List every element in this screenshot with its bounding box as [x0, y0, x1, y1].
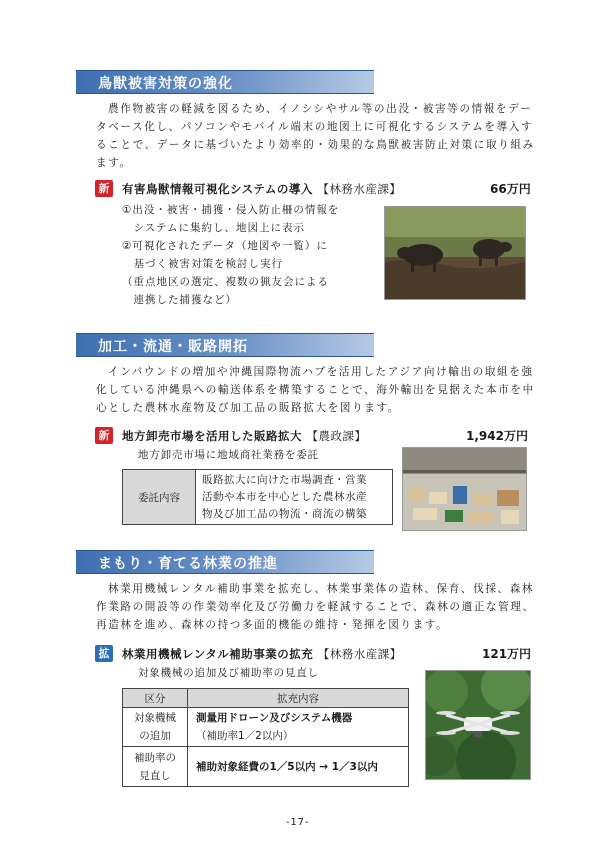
project-amount: 66万円 [490, 182, 531, 196]
project-title [122, 428, 367, 444]
table-header: 拡充内容 [188, 689, 409, 708]
table-row-label [123, 708, 188, 747]
expansion-badge: 拡 [95, 645, 113, 662]
project-dept: 【林務水産課】 [317, 647, 402, 661]
label-line: 対象機械 [134, 712, 176, 724]
section-heading-text: 加工・流通・販路開拓 [98, 339, 248, 355]
project-dept: 【農政課】 [306, 429, 367, 443]
drone-photo [425, 670, 531, 780]
project-amount: 1,942万円 [466, 429, 528, 443]
list-item: システムに集約し、地図上に表示 [122, 222, 305, 234]
list-item: 基づく被害対策を検討し実行 [122, 258, 283, 270]
paragraph-text: 農作物被害の軽減を図るため、イノシシやサル等の出没・被害等の情報をデータベース化し、パソコンやモバイル端末の地図上に可視化するシステムを導入することで、データに基づいたより効率的・効果的な鳥獣被害防止対策に取り組みます。 [96, 103, 535, 169]
project-note: 対象機械の追加及び補助率の見直し [138, 667, 319, 679]
content-line: 補助対象経費の1／5以内 → 1／3以内 [196, 761, 378, 773]
table-label: 委託内容 [123, 470, 196, 525]
project-note: 地方卸売市場に地域商社業務を委託 [138, 449, 319, 461]
new-badge: 新 [95, 180, 113, 197]
section-heading-wildlife [76, 70, 374, 94]
section-paragraph [96, 100, 536, 172]
expansion-table [122, 688, 409, 787]
wild-boar-photo [384, 206, 526, 300]
commission-table [122, 469, 393, 525]
project-title-text: 林業用機械レンタル補助事業の拡充 [122, 647, 314, 661]
content-line: （補助率1／2以内） [196, 730, 294, 742]
section-heading-distribution [76, 333, 374, 357]
paragraph-text: 林業用機械レンタル補助事業を拡充し、林業事業体の造林、保育、伐採、森林作業路の開設等の作業効率化及び労働力を軽減することで、森林の適正な管理、再造林を進め、森林の持つ多面的機能の維持・発揮を図ります。 [96, 583, 535, 631]
section-paragraph [96, 363, 536, 417]
market-photo [402, 447, 527, 531]
label-line: 補助率の [134, 751, 176, 764]
table-content-line: 販路拡大に向けた市場調査・営業 [202, 473, 367, 486]
table-row-content [188, 708, 409, 747]
table-row-label [123, 747, 188, 787]
content-line: 測量用ドローン及びシステム機器 [196, 712, 353, 724]
label-line: 見直し [139, 769, 171, 782]
project-title-text: 有害鳥獣情報可視化システムの導入 [122, 182, 313, 196]
list-item: （重点地区の選定、複数の猟友会による [122, 276, 329, 288]
project-amount: 121万円 [482, 647, 532, 661]
table-content-line: 物及び加工品の物流・商流の構築 [202, 507, 367, 520]
section-paragraph [96, 580, 536, 634]
project-dept: 【林務水産課】 [317, 182, 402, 196]
list-item: ①出没・被害・捕獲・侵入防止柵の情報を [122, 204, 340, 216]
table-content [196, 470, 393, 525]
project-title-text: 地方卸売市場を活用した販路拡大 [122, 429, 302, 443]
table-row-content [188, 747, 409, 787]
page-number: -17- [286, 817, 310, 828]
project-title [122, 181, 401, 197]
paragraph-text: インバウンドの増加や沖縄国際物流ハブを活用したアジア向け輸出の取組を強化している沖縄県への輸送体系を構築することで、海外輸出を見据えた本市を中心とした農林水産物及び加工品の販路拡大を図ります。 [96, 366, 535, 414]
label-line: の追加 [139, 730, 171, 742]
section-heading-text: 鳥獣被害対策の強化 [98, 76, 233, 92]
section-heading-forestry [76, 550, 374, 574]
project-item-list [122, 201, 339, 309]
table-header: 区分 [123, 689, 188, 708]
list-item: ②可視化されたデータ（地図や一覧）に [122, 240, 328, 252]
project-title [122, 646, 402, 662]
new-badge: 新 [95, 427, 113, 444]
section-heading-text: まもり・育てる林業の推進 [98, 556, 278, 572]
list-item: 連携した捕獲など） [122, 294, 237, 306]
table-content-line: 活動や本市を中心とした農林水産 [202, 490, 367, 503]
